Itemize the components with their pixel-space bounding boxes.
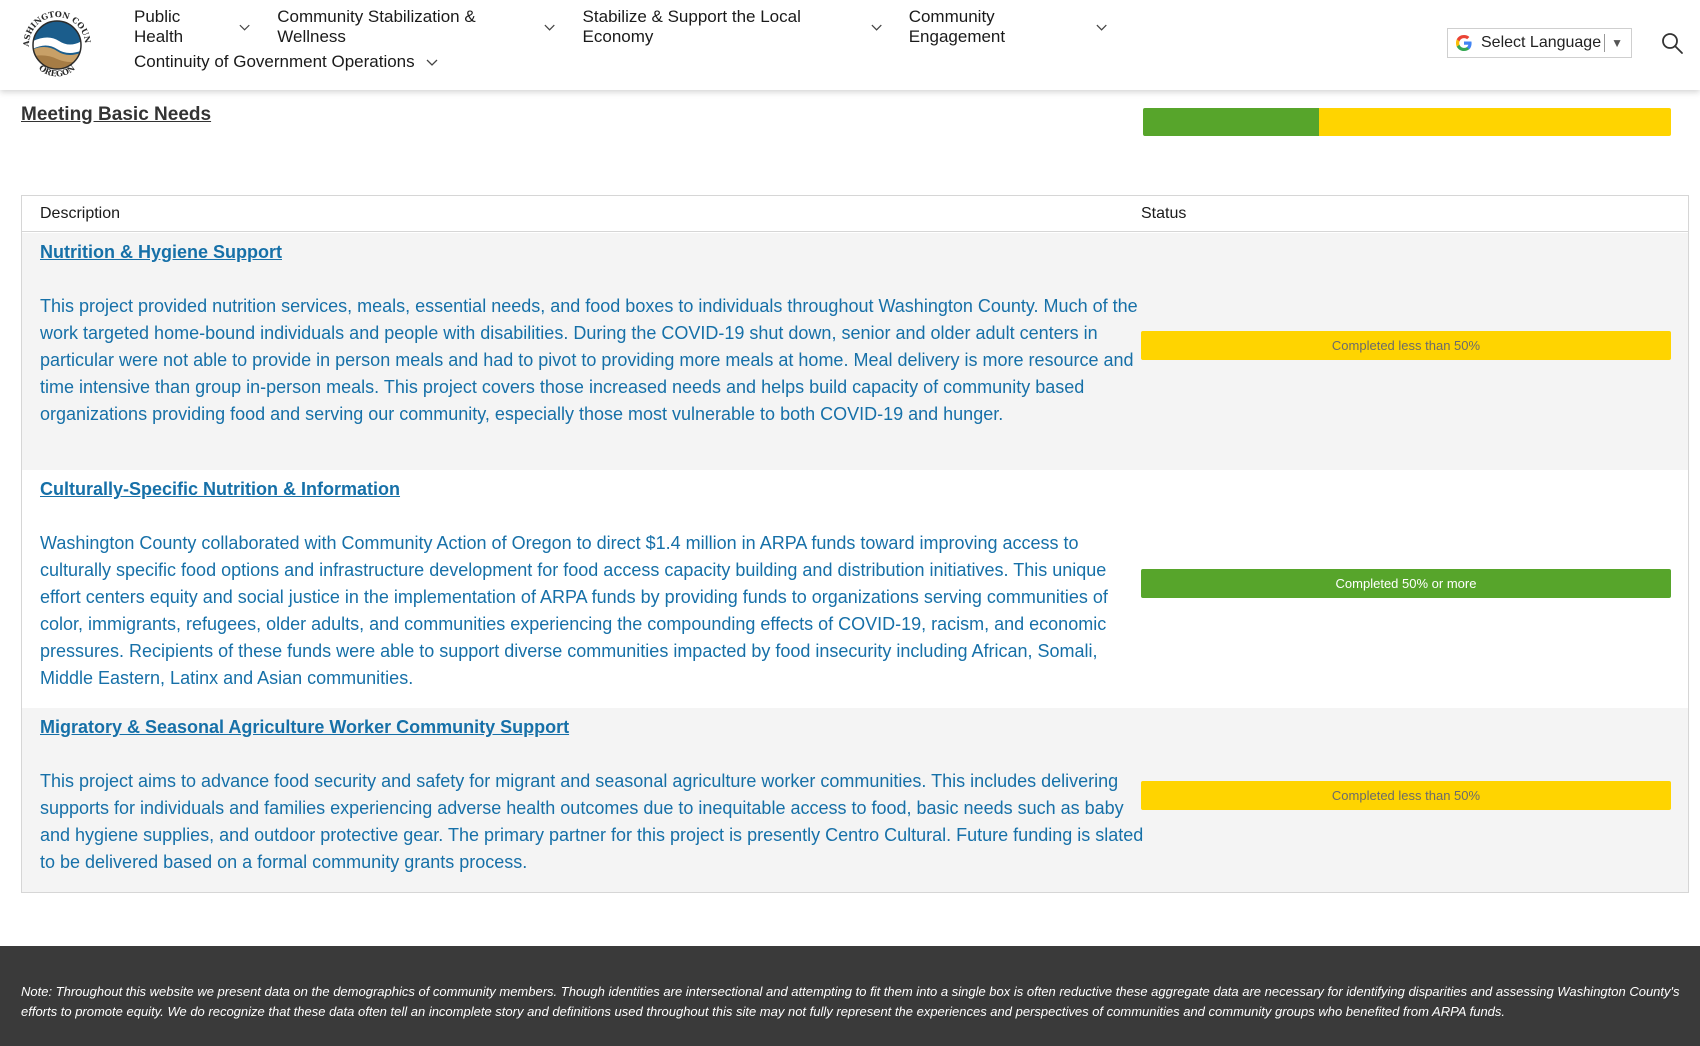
table-row (22, 708, 1688, 892)
project-title-link[interactable]: Culturally-Specific Nutrition & Information (40, 479, 401, 499)
page-footer (0, 946, 1700, 1046)
chevron-down-icon (543, 20, 556, 34)
progress-completed-segment (1143, 108, 1319, 136)
language-select[interactable] (1447, 28, 1632, 58)
nav-item-community-stabilization[interactable] (277, 7, 556, 47)
nav-item-label: Community Stabilization & Wellness (277, 7, 476, 46)
status-badge: Completed 50% or more (1141, 569, 1671, 598)
footer-note: Note: Throughout this website we present data on the demographics of community members. Though identities are intersectional and attempting to fit them into a single box is often reductive these aggregate data are necessary for identifying disparities and assessing Washington County's efforts to promote equity. We do recognize that these data often tell an incomplete story and definitions used throughout this site may not fully represent the experiences and perspectives of communities and community groups who benefited from ARPA funds. (21, 984, 1680, 1019)
project-title-link[interactable]: Nutrition & Hygiene Support (40, 242, 282, 262)
chevron-down-icon (1095, 20, 1108, 34)
nav-item-community-engagement[interactable] (909, 7, 1108, 47)
dropdown-arrow-icon: ▼ (1611, 36, 1623, 50)
google-g-icon (1454, 33, 1474, 53)
svg-text:OREGON: OREGON (37, 62, 77, 79)
nav-item-public-health[interactable] (134, 7, 251, 47)
column-header-description: Description (40, 205, 121, 222)
overall-progress-bar (1143, 108, 1671, 136)
svg-text:WASHINGTON COUNTY: ASHINGTON COUN (20, 9, 94, 47)
search-icon[interactable] (1660, 31, 1684, 55)
nav-item-government-operations[interactable] (134, 52, 439, 72)
site-header (0, 0, 1700, 90)
projects-table (21, 195, 1689, 893)
table-header (22, 196, 1688, 232)
project-description: This project provided nutrition services, meals, essential needs, and food boxes to individuals throughout Washington County. Much of the work targeted home-bound individuals and people with disabilities. During the COVID-19 shut down, senior and older adult centers in particular were not able to provide in person meals and had to pivot to providing more meals at home. Meal delivery is more resource and time intensive than group in-person meals. This project covers those increased needs and helps build capacity of community based organizations providing food and serving our community, especially those most vulnerable to both COVID-19 and hunger. (40, 296, 1138, 424)
chevron-down-icon (425, 55, 439, 69)
table-row (22, 470, 1688, 708)
column-header-status: Status (1141, 205, 1187, 222)
nav-item-local-economy[interactable] (583, 7, 883, 47)
nav-item-label: Stabilize & Support the Local Economy (582, 7, 801, 46)
status-badge: Completed less than 50% (1141, 331, 1671, 360)
main-nav (134, 7, 1134, 84)
status-badge: Completed less than 50% (1141, 781, 1671, 810)
chevron-down-icon (870, 20, 883, 34)
language-select-label: Select Language (1481, 34, 1602, 51)
chevron-down-icon (238, 20, 251, 34)
nav-item-label: Community Engagement (908, 7, 1006, 46)
county-logo[interactable] (19, 9, 95, 79)
section-title[interactable]: Meeting Basic Needs (21, 104, 212, 125)
project-description: Washington County collaborated with Community Action of Oregon to direct $1.4 million in ARPA funds toward improving access to culturally specific food options and infrastructure development for food access capacity building and distribution initiatives. This unique effort centers equity and social justice in the implementation of ARPA funds by providing funds to organizations serving communities of color, immigrants, refugees, older adults, and communities experiencing the compounding effects of COVID-19, racism, and economic pressures. Recipients of these funds were able to support diverse communities impacted by food insecurity including African, Somali, Middle Eastern, Latinx and Asian communities. (40, 533, 1108, 688)
table-row (22, 233, 1688, 470)
county-seal-icon (19, 9, 95, 79)
project-description: This project aims to advance food security and safety for migrant and seasonal agriculture worker communities. This includes delivering supports for individuals and families experiencing adverse health outcomes due to inequitable access to food, basic needs such as baby and hygiene supplies, and outdoor protective gear. The primary partner for this project is presently Centro Cultural. Future funding is slated to be delivered based on a formal community grants process. (40, 771, 1144, 872)
divider (1604, 34, 1605, 52)
project-title-link[interactable]: Migratory & Seasonal Agriculture Worker Community Support (40, 717, 570, 737)
progress-remaining-segment (1319, 108, 1671, 136)
nav-item-label: Continuity of Government Operations (134, 52, 415, 71)
nav-item-label: Public Health (134, 7, 184, 46)
